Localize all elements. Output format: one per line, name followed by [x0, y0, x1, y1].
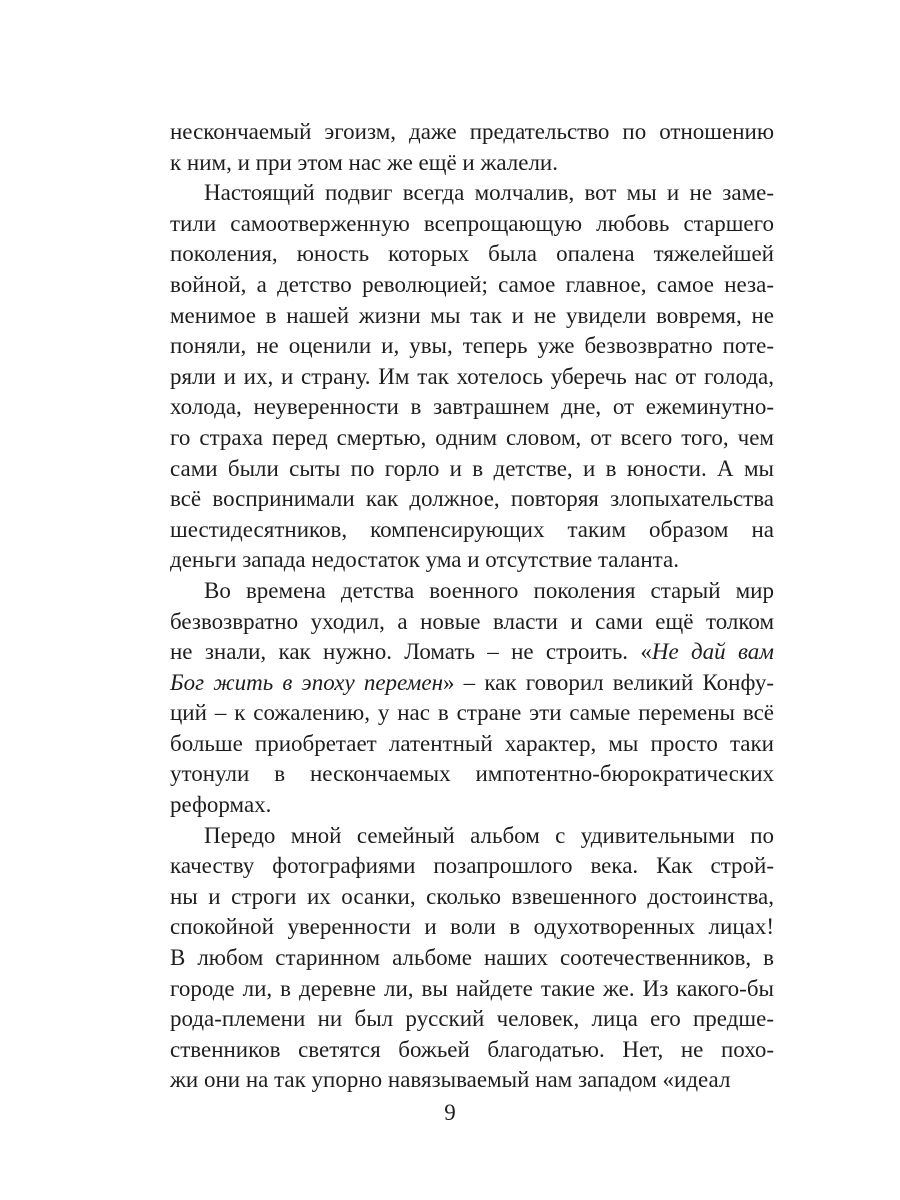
- text-line: [170, 790, 774, 821]
- text-run: деньги запада недостаток ума и отсутствие таланта.: [170, 547, 679, 573]
- text-line: [170, 698, 774, 729]
- text-run: к ним, и при этом нас же ещё и жалели.: [170, 149, 558, 175]
- text-line: [170, 270, 774, 301]
- text-run: ственников светятся божьей благодатью. Нет, не похо-: [170, 1036, 774, 1062]
- text-line: [170, 576, 774, 607]
- body-text: [170, 117, 774, 1096]
- text-line: [170, 484, 774, 515]
- text-line: [170, 821, 774, 852]
- text-run: городе ли, в деревне ли, вы найдете такие же. Из какого-бы: [170, 975, 774, 1001]
- text-line: [170, 239, 774, 270]
- text-line: [170, 882, 774, 913]
- text-line: [170, 331, 774, 362]
- text-line: [170, 301, 774, 332]
- paragraph: [170, 576, 774, 821]
- text-run: нескончаемый эгоизм, даже предательство по отношению: [170, 119, 774, 144]
- text-run: больше приобретает латентный характер, мы просто таки: [170, 730, 774, 756]
- text-line: [170, 729, 774, 760]
- text-run: тили самоотверженную всепрощающую любовь старшего: [170, 210, 774, 236]
- text-run: рода-племени ни был русский человек, лица его предше-: [170, 1006, 774, 1032]
- text-line: [170, 148, 774, 179]
- text-line: [170, 454, 774, 485]
- text-line: [170, 178, 774, 209]
- text-line: [170, 912, 774, 943]
- text-line: [170, 392, 774, 423]
- text-line: [170, 1004, 774, 1035]
- text-run: холода, неуверенности в завтрашнем дне, от ежеминутно-: [170, 394, 774, 420]
- text-line: [170, 1035, 774, 1066]
- text-run: менимое в нашей жизни мы так и не увидели вовремя, не: [170, 302, 774, 328]
- text-run: ряли и их, и страну. Им так хотелось уберечь нас от голода,: [170, 363, 774, 389]
- text-run: ны и строги их осанки, сколько взвешенного достоинства,: [170, 883, 774, 909]
- text-line: [170, 545, 774, 576]
- text-line: [170, 759, 774, 790]
- text-run: не знали, как нужно. Ломать – не строить. «: [170, 639, 652, 665]
- text-line: [170, 117, 774, 148]
- text-run: спокойной уверенности и воли в одухотворенных лицах!: [170, 914, 774, 940]
- text-line: [170, 851, 774, 882]
- text-run: шестидесятников, компенсирующих таким образом на: [170, 516, 774, 542]
- text-line: [170, 423, 774, 454]
- text-run: Во времена детства военного поколения старый мир: [204, 577, 774, 603]
- text-line: [170, 515, 774, 546]
- paragraph: [170, 178, 774, 576]
- text-run: Настоящий подвиг всегда молчалив, вот мы и не заме-: [204, 180, 774, 206]
- text-run: го страха перед смертью, одним словом, от всего того, чем: [170, 424, 774, 450]
- paragraph: [170, 821, 774, 1096]
- text-run: поняли, не оценили и, увы, теперь уже безвозвратно поте-: [170, 333, 774, 359]
- text-line: [170, 974, 774, 1005]
- text-run: утонули в нескончаемых импотентно-бюрократических: [170, 761, 774, 787]
- text-run: Передо мной семейный альбом с удивительными по: [204, 822, 774, 848]
- text-line: [170, 362, 774, 393]
- text-run: жи они на так упорно навязываемый нам западом «идеал: [170, 1067, 731, 1093]
- text-run: реформах.: [170, 792, 272, 818]
- text-line: [170, 209, 774, 240]
- text-line: [170, 943, 774, 974]
- text-run: » – как говорил великий Конфу-: [442, 669, 774, 695]
- paragraph: [170, 117, 774, 178]
- page-number: 9: [444, 1100, 456, 1125]
- text-run: сами были сыты по горло и в детстве, и в юности. А мы: [170, 455, 774, 481]
- italic-quote: Бог жить в эпоху перемен: [170, 669, 443, 695]
- text-line: [170, 668, 774, 699]
- text-run: В любом старинном альбоме наших соотечественников, в: [170, 945, 774, 971]
- text-line: [170, 1065, 774, 1096]
- text-run: всё воспринимали как должное, повторяя злопыхательства: [170, 486, 774, 512]
- text-run: ций – к сожалению, у нас в стране эти самые перемены всё: [170, 700, 774, 726]
- italic-quote: Не дай вам: [651, 639, 774, 665]
- text-run: поколения, юность которых была опалена тяжелейшей: [170, 241, 774, 267]
- text-run: качеству фотографиями позапрошлого века. Как строй-: [170, 853, 774, 879]
- text-run: войной, а детство революцией; самое главное, самое неза-: [170, 271, 774, 297]
- text-line: [170, 607, 774, 638]
- text-run: безвозвратно уходил, а новые власти и сами ещё толком: [170, 608, 774, 634]
- text-line: [170, 637, 774, 668]
